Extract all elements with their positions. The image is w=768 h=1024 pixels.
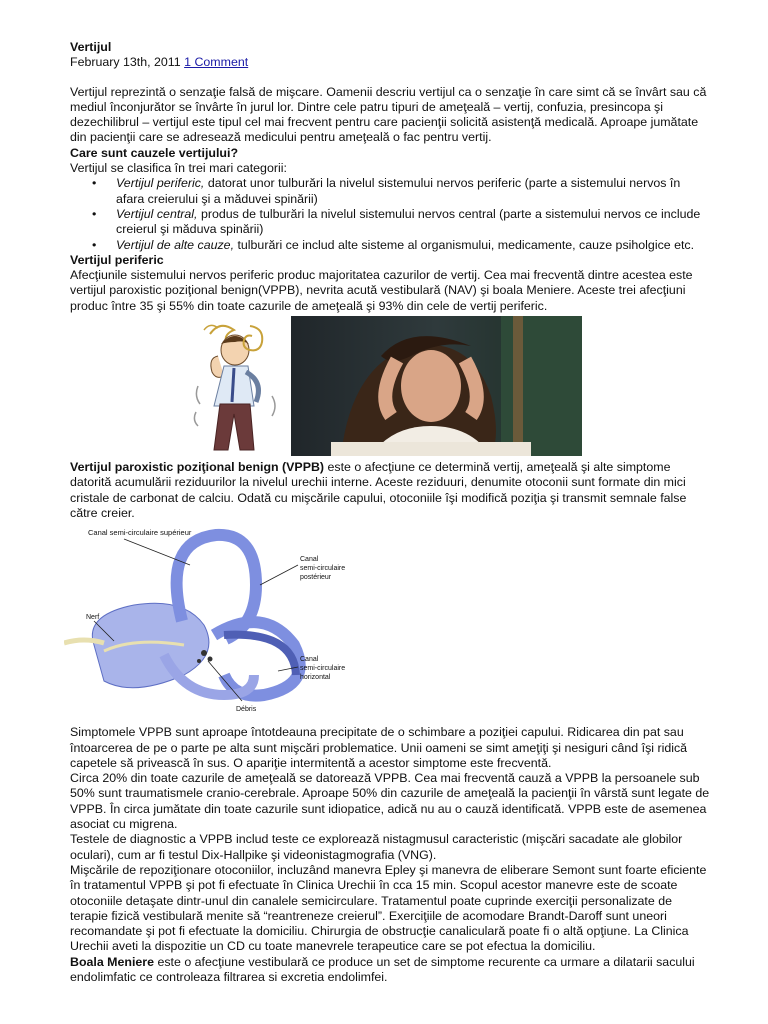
meniere-text: este o afecţiune vestibulară ce produce un set de simptome recurente ca urmare a dilatarii sacului endolimfatic ce controleaza filtrarea si excretia endolimfei. [70, 954, 695, 984]
meniere-paragraph [70, 955, 710, 986]
label-debris: Débris [236, 706, 257, 714]
list-item [116, 207, 710, 238]
headache-girl-photo [291, 316, 582, 456]
list-item-term: Vertijul central, [116, 206, 198, 221]
prevalence-paragraph: Circa 20% din toate cazurile de ameţeală se datorează VPPB. Cea mai frecventă cauză a VPPB la persoanele sub 50% sunt traumatismele cranio-cerebrale. Aproape 50% din cazurile de ameţeală la pacienţii în vârstă sunt legate de VPPB. În circa jumătate din toate cazurile sunt idiopatice, adică nu au o cauză identificată. VPPB este de asemenea asociat cu migrena. [70, 771, 710, 832]
article [70, 40, 710, 985]
vppb-paragraph [70, 460, 710, 521]
label-nerf: Nerf [86, 614, 100, 622]
label-horizontal-2: semi-circulaire [300, 665, 346, 673]
label-horizontal-1: Canal [300, 656, 319, 664]
comment-link[interactable]: 1 Comment [184, 55, 249, 70]
inner-ear-diagram [64, 525, 364, 721]
list-item-text: produs de tulburări la nivelul sistemului nervos central (parte a sistemului nervos ce include creierul şi măduva spinării) [116, 206, 701, 237]
label-posterior-2: semi-circulaire [300, 565, 346, 573]
causes-intro: Vertijul se clasifica în trei mari categorii: [70, 161, 287, 176]
list-item-term: Vertijul periferic, [116, 176, 205, 191]
label-superior-canal: Canal semi-circulaire supérieur [88, 528, 192, 538]
post-date: February 13th, 2011 [70, 55, 181, 70]
causes-heading: Care sunt cauzele vertijului? [70, 145, 239, 160]
list-item-term: Vertijul de alte cauze, [116, 237, 235, 252]
symptoms-paragraph: Simptomele VPPB sunt aproape întotdeauna precipitate de o schimbare a poziţiei capului. Ridicarea din pat sau întoarcerea de pe o parte pe alta sunt mişcări problematice. Unii oameni se simt ameţiţi şi nesiguri când îşi ridică capetele să privească în sus. O apariţie intermitentă a acestor simptome este frecventă. [70, 725, 688, 770]
diagnosis-paragraph: Testele de diagnostic a VPPB includ teste ce explorează nistagmusul caracteristic (mişcări sacadate ale globilor oculari), cum ar fi testul Dix-Hallpike şi videonistagmografia (VNG). [70, 832, 683, 862]
peripheral-paragraph: Afecţiunile sistemului nervos periferic produc majoritatea cazurilor de vertij. Cea mai frecventă dintre acestea este vertijul paroxistic poziţional benign(VPPB), nevrita acută vestibulară (NAV) şi boala Meniere. Aceste trei afecţiuni produc între 35 şi 55% din toate cazurile de ameţeală şi 93% din cele de vertij periferic. [70, 268, 693, 313]
causes-list [70, 176, 710, 252]
treatment-paragraph: Mişcările de repoziţionare otoconiilor, incluzând manevra Epley şi manevra de eliberare Semont sunt foarte eficiente în tratamentul VPPB şi pot fi efectuate în Clinica Urechii în cca 15 min. Scopul acestor manevre este de scoate otoconiile detaşate dintr-unul din canalele semicirculare. Tratamentul poate cuprinde exerciţii personalizate de terapie fizică vestibulară menite să “reantreneze creierul”. Exerciţiile de acomodare Brandt-Daroff sunt uneori recomandate şi pot fi efectuate la domiciliu. Chirurgia de obstrucţie canaliculară poate fi o altă opţiune. La Clinica Urechii aveti la dispozitie un CD cu toate manevrele terapeutice care se pot efectua la domiciliu. [70, 862, 707, 954]
intro-paragraph: Vertijul reprezintă o senzaţie falsă de mişcare. Oamenii descriu vertijul ca o senzaţie în care simt că se învârt sau că mediul înconjurător se învârte în jurul lor. Dintre cele patru tipuri de ameţeală – vertij, confuzia, presincopa şi dezechilibrul – vertijul este tipul cel mai frecvent pentru care pacienţii solicită asistenţă medicală. Aproape jumătate din pacienţii care se adresează medicului pentru ameţeală o fac pentru vertij. [70, 84, 707, 145]
article-title: Vertijul [70, 40, 112, 54]
vertigo-images [70, 316, 710, 458]
list-item-text: datorat unor tulburări la nivelul sistemului nervos periferic (parte a sistemului nervos în afara creierului şi a măduvei spinării) [116, 176, 681, 206]
label-horizontal-3: horizontal [300, 674, 331, 682]
post-meta [70, 55, 710, 70]
vppb-text: este o afecţiune ce determină vertij, ameţeală şi alte simptome datorită acumulării reziduurilor la nivelul urechii interne. Aceste reziduuri, denumite otoconii sunt formate din mici cristale de carbonat de calciu. Odată cu mişcările capului, otoconiile îşi modifică poziţia şi transmit semnale false către creier. [70, 460, 687, 520]
meniere-term: Boala Meniere [70, 954, 155, 969]
list-item-text: tulburări ce includ alte sisteme al organismului, medicamente, cauze psiholgice etc. [234, 237, 695, 252]
dizzy-man-illustration [190, 316, 288, 456]
label-posterior-1: Canal [300, 556, 319, 564]
peripheral-heading: Vertijul periferic [70, 252, 164, 267]
list-item [116, 238, 710, 253]
list-item [116, 176, 710, 207]
label-posterior-3: postérieur [300, 574, 332, 582]
vppb-term: Vertijul paroxistic poziţional benign (VPPB) [70, 460, 325, 475]
